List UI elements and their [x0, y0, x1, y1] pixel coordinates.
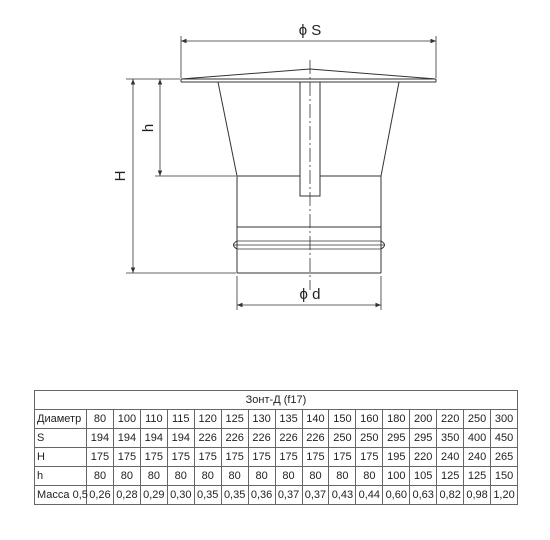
table-cell: 175	[356, 448, 383, 467]
table-cell: 226	[221, 429, 248, 448]
table-cell: 175	[302, 448, 329, 467]
table-cell: 265	[491, 448, 518, 467]
table-row	[35, 467, 518, 486]
table-cell: 80	[221, 467, 248, 486]
table-cell: 250	[329, 429, 356, 448]
table-cell: 226	[248, 429, 275, 448]
table-cell: 175	[113, 448, 140, 467]
table-cell: 130	[248, 410, 275, 429]
table-cell: 0,28	[113, 486, 140, 505]
table-cell: 0,35	[194, 486, 221, 505]
table-cell: 1,20	[491, 486, 518, 505]
table-cell: 80	[87, 467, 114, 486]
table-cell: 175	[275, 448, 302, 467]
table-cell: 226	[275, 429, 302, 448]
table-cell: 250	[464, 410, 491, 429]
table-cell: 295	[410, 429, 437, 448]
table-cell: 175	[167, 448, 194, 467]
table-row	[35, 486, 518, 505]
table-cell: 0,60	[383, 486, 410, 505]
table-cell: 240	[437, 448, 464, 467]
table-cell: 195	[383, 448, 410, 467]
canopy	[181, 69, 436, 82]
table-cell: 120	[194, 410, 221, 429]
table-cell: 0,37	[275, 486, 302, 505]
table-cell: 80	[87, 410, 114, 429]
table-cell: 0,29	[140, 486, 167, 505]
table-cell: 194	[87, 429, 114, 448]
table-cell: 0,30	[167, 486, 194, 505]
table-cell: 175	[329, 448, 356, 467]
table-cell: 125	[221, 410, 248, 429]
table-cell: 226	[194, 429, 221, 448]
table-cell: 180	[383, 410, 410, 429]
dimension-h-cap	[155, 79, 236, 176]
table-cell: 300	[491, 410, 518, 429]
table-cell: 175	[194, 448, 221, 467]
table-cell: 220	[437, 410, 464, 429]
table-cell: 0,35	[221, 486, 248, 505]
table-cell: 100	[113, 410, 140, 429]
table-row	[35, 448, 518, 467]
center-stem	[300, 60, 320, 290]
row-label: S	[35, 429, 87, 448]
table-cell: 80	[302, 467, 329, 486]
table-cell: 0,37	[302, 486, 329, 505]
table-cell: 194	[113, 429, 140, 448]
table-cell: 80	[329, 467, 356, 486]
table-cell: 105	[410, 467, 437, 486]
table-cell: 80	[194, 467, 221, 486]
table-cell: 0,43	[329, 486, 356, 505]
table-cell: 0,82	[437, 486, 464, 505]
table-cell: 80	[248, 467, 275, 486]
spec-table-body	[35, 410, 518, 505]
table-cell: 194	[167, 429, 194, 448]
table-cell: 100	[383, 467, 410, 486]
table-cell: 0,98	[464, 486, 491, 505]
table-cell: 80	[113, 467, 140, 486]
table-title: Зонт-Д (f17)	[35, 391, 518, 410]
table-cell: 175	[87, 448, 114, 467]
table-cell: 125	[437, 467, 464, 486]
label-cap-height: h	[140, 123, 157, 133]
spec-table	[34, 390, 518, 505]
row-label: Масса 0,5	[35, 486, 87, 505]
table-cell: 175	[140, 448, 167, 467]
table-cell: 400	[464, 429, 491, 448]
table-cell: 125	[464, 467, 491, 486]
table-cell: 0,36	[248, 486, 275, 505]
table-cell: 80	[167, 467, 194, 486]
table-cell: 110	[140, 410, 167, 429]
row-label: Диаметр	[35, 410, 87, 429]
table-cell: 175	[221, 448, 248, 467]
table-cell: 140	[302, 410, 329, 429]
table-cell: 295	[383, 429, 410, 448]
table-cell: 150	[329, 410, 356, 429]
table-cell: 135	[275, 410, 302, 429]
table-cell: 80	[275, 467, 302, 486]
table-cell: 150	[491, 467, 518, 486]
table-cell: 160	[356, 410, 383, 429]
table-cell: 220	[410, 448, 437, 467]
table-cell: 450	[491, 429, 518, 448]
table-cell: 350	[437, 429, 464, 448]
table-cell: 115	[167, 410, 194, 429]
label-inner-diameter: ϕ d	[299, 286, 321, 303]
table-cell: 80	[356, 467, 383, 486]
table-cell: 0,44	[356, 486, 383, 505]
row-label: h	[35, 467, 87, 486]
table-cell: 240	[464, 448, 491, 467]
row-label: H	[35, 448, 87, 467]
table-cell: 226	[302, 429, 329, 448]
table-cell: 200	[410, 410, 437, 429]
table-cell: 0,63	[410, 486, 437, 505]
label-total-height: H	[112, 170, 129, 182]
table-cell: 175	[248, 448, 275, 467]
table-cell: 0,26	[87, 486, 114, 505]
table-row	[35, 429, 518, 448]
label-outer-diameter: ϕ S	[298, 22, 322, 39]
table-row	[35, 410, 518, 429]
table-cell: 194	[140, 429, 167, 448]
table-cell: 250	[356, 429, 383, 448]
table-cell: 80	[140, 467, 167, 486]
